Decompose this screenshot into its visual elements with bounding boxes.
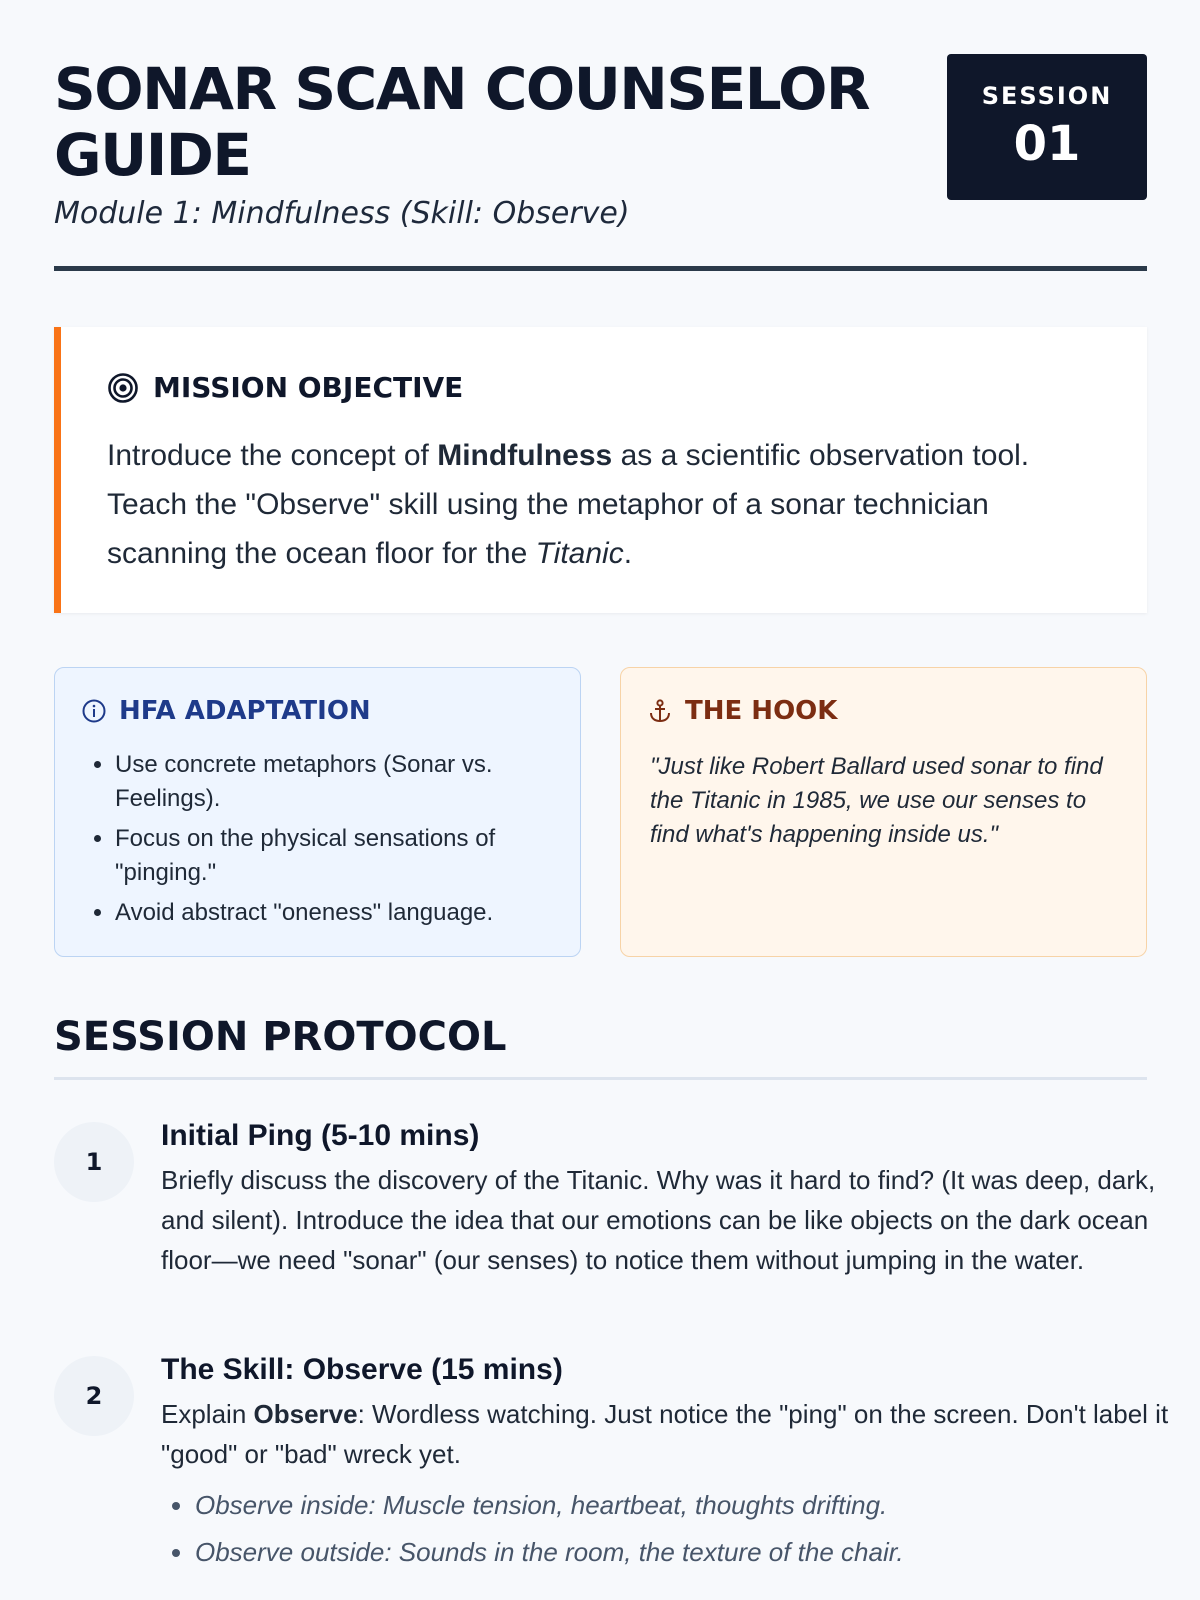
step-content: [161, 1116, 1181, 1280]
list-item: • Use concrete metaphors (Sonar vs. Feelings).: [115, 748, 555, 816]
session-protocol-heading: SESSION PROTOCOL: [54, 1014, 507, 1060]
hook-quote: "Just like Robert Ballard used sonar to find the Titanic in 1985, we use our senses to find what's happening inside us.": [650, 753, 1103, 848]
mission-objective-title: MISSION OBJECTIVE: [153, 371, 464, 404]
hook-title: THE HOOK: [685, 696, 838, 726]
header-divider: [54, 266, 1147, 271]
step-body: [161, 1394, 1181, 1474]
step-body-part: Explain: [161, 1399, 254, 1429]
protocol-divider: [54, 1077, 1147, 1080]
hfa-title: HFA ADAPTATION: [119, 696, 371, 726]
list-item: • Observe outside: Sounds in the room, the texture of the chair.: [195, 1529, 1181, 1576]
session-label: SESSION: [981, 82, 1113, 110]
list-item: • Avoid abstract "oneness" language.: [115, 896, 555, 930]
step-number-badge: 2: [54, 1356, 134, 1436]
step-title: The Skill: Observe (15 mins): [161, 1353, 563, 1386]
mission-objective-heading: [107, 371, 463, 404]
hook-card: [620, 667, 1147, 957]
hfa-adaptation-card: [54, 667, 581, 957]
header: [54, 52, 1147, 272]
objective-ship-name: Titanic: [535, 537, 624, 570]
observe-examples-list: [161, 1482, 1181, 1576]
mission-objective-text: [107, 431, 1087, 578]
objective-keyword: Mindfulness: [437, 439, 613, 472]
info-icon: [81, 698, 107, 724]
session-number: 01: [1013, 116, 1081, 172]
objective-text-part: .: [623, 537, 633, 570]
step-keyword: Observe: [253, 1399, 358, 1429]
hook-heading: [647, 696, 837, 726]
list-item: • Focus on the physical sensations of "pinging.": [115, 822, 555, 890]
step-number-badge: 1: [54, 1122, 134, 1202]
step-content: [161, 1350, 1181, 1576]
page-subtitle: Module 1: Mindfulness (Skill: Observe): [54, 196, 630, 231]
target-icon: [107, 372, 139, 404]
hfa-heading: [81, 696, 371, 726]
objective-text-part: as a scientific observation tool. Teach the "Observe" skill using the metaphor of a sonar technician scanning the ocean floor for the: [107, 439, 1030, 570]
step-body-part: : Wordless watching. Just notice the "ping" on the screen. Don't label it "good" or "bad" wreck yet.: [161, 1399, 1169, 1469]
hfa-list: [89, 748, 555, 936]
mission-objective-panel: [54, 327, 1147, 613]
objective-text-part: Introduce the concept of: [107, 439, 438, 472]
session-badge: [947, 54, 1147, 200]
step-body: Briefly discuss the discovery of the Titanic. Why was it hard to find? (It was deep, dark, and silent). Introduce the idea that our emotions can be like objects on the dark ocean floor—we need "sonar" (our senses) to notice them without jumping in the water.: [161, 1165, 1156, 1275]
step-title: Initial Ping (5-10 mins): [161, 1119, 480, 1152]
anchor-icon: [647, 698, 673, 724]
list-item: • Observe inside: Muscle tension, heartbeat, thoughts drifting.: [195, 1482, 1181, 1529]
page-title: SONAR SCAN COUNSELOR GUIDE: [54, 55, 870, 189]
